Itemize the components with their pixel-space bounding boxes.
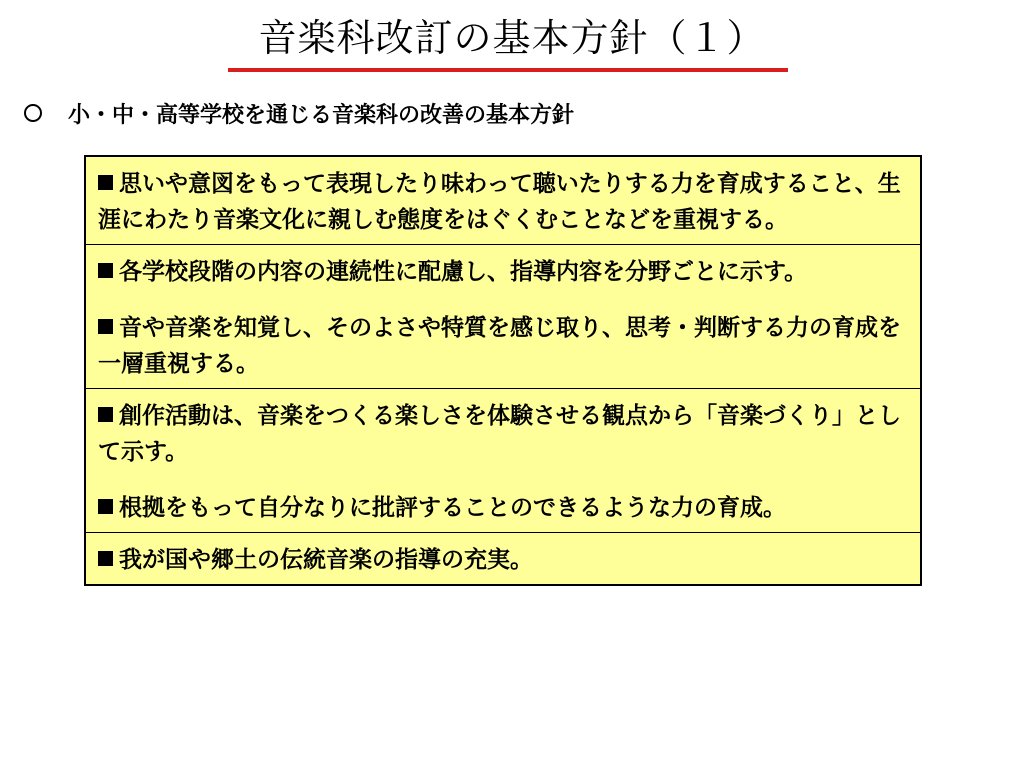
- policy-item-text: 各学校段階の内容の連続性に配慮し、指導内容を分野ごとに示す。: [119, 259, 808, 285]
- policy-item-text: 音や音楽を知覚し、そのよさや特質を感じ取り、思考・判断する力の育成を一層重視する。: [98, 315, 901, 377]
- black-square-icon: [98, 319, 113, 334]
- policy-item: [98, 254, 910, 290]
- black-square-icon: [98, 551, 113, 566]
- hollow-circle-icon: [24, 104, 42, 122]
- policy-item-text: 創作活動は、音楽をつくる楽しさを体験させる観点から「音楽づくり」として示す。: [98, 403, 901, 465]
- section-heading: [24, 95, 574, 131]
- black-square-icon: [98, 175, 113, 190]
- black-square-icon: [98, 263, 113, 278]
- policy-item-text: 思いや意図をもって表現したり味わって聴いたりする力を育成すること、生涯にわたり音楽文化に親しむ態度をはぐくむことなどを重視する。: [98, 171, 901, 233]
- section-heading-text: 小・中・高等学校を通じる音楽科の改善の基本方針: [68, 102, 575, 128]
- policy-item: [98, 310, 910, 382]
- slide-title: 音楽科改訂の基本方針（１）: [258, 16, 766, 60]
- title-underline: [228, 68, 788, 72]
- policy-row: [86, 388, 920, 532]
- policy-item: [98, 166, 910, 238]
- policy-item: [98, 542, 910, 578]
- policy-row: [86, 532, 920, 584]
- policy-item-text: 根拠をもって自分なりに批評することのできるような力の育成。: [119, 495, 786, 521]
- policy-item: [98, 490, 910, 526]
- policy-item-text: 我が国や郷土の伝統音楽の指導の充実。: [119, 547, 533, 573]
- policy-row: [86, 157, 920, 244]
- policy-item: [98, 398, 910, 470]
- policy-table: [84, 155, 922, 586]
- black-square-icon: [98, 407, 113, 422]
- policy-row: [86, 244, 920, 388]
- black-square-icon: [98, 499, 113, 514]
